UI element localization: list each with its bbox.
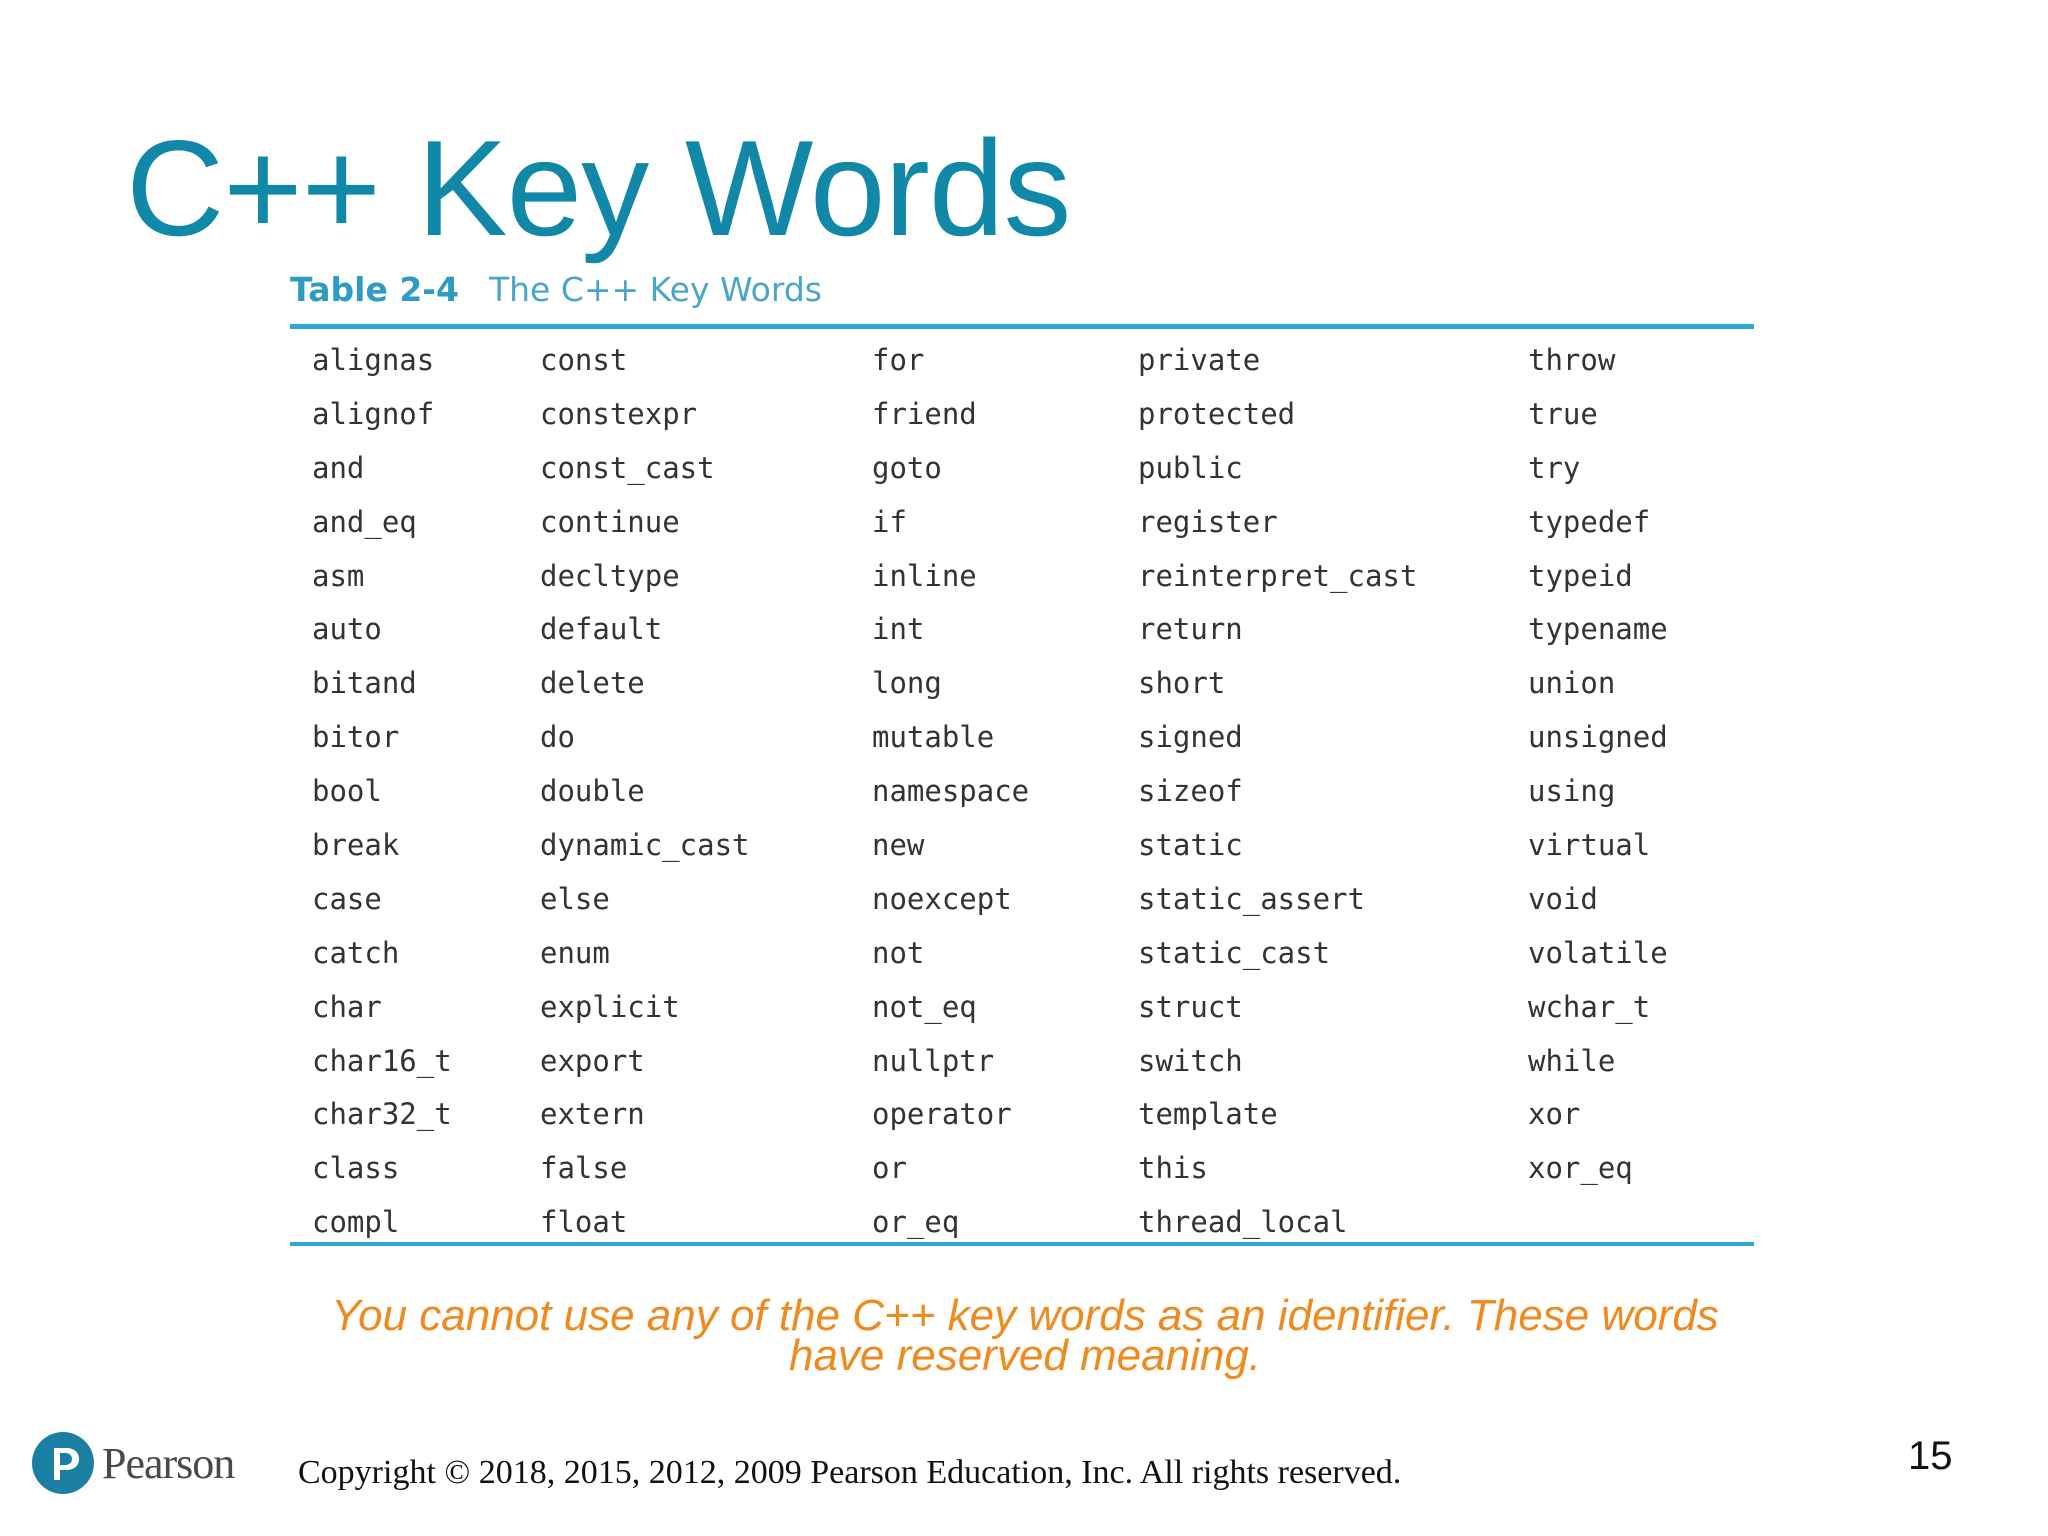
keyword-cell: bitor (312, 720, 400, 755)
keyword-cell: case (312, 881, 382, 916)
keyword-cell: compl (312, 1205, 400, 1240)
table-caption-text: The C++ Key Words (488, 270, 822, 309)
copyright-notice: Copyright © 2018, 2015, 2012, 2009 Pearson Education, Inc. All rights reserved. (298, 1454, 1402, 1491)
keyword-cell: explicit (540, 989, 680, 1024)
keyword-cell: alignof (312, 396, 435, 431)
keyword-cell: and_eq (312, 504, 417, 539)
keyword-cell: throw (1528, 343, 1616, 377)
keyword-cell: default (540, 612, 663, 647)
pearson-p-icon (32, 1432, 94, 1494)
keyword-cell: true (1528, 396, 1598, 431)
keyword-cell: asm (312, 558, 365, 593)
keyword-cell: bitand (312, 666, 417, 701)
keyword-table (312, 338, 1752, 1238)
keyword-cell: not (872, 935, 925, 970)
keyword-column-5 (1528, 338, 1668, 1200)
keyword-cell: nullptr (872, 1043, 995, 1078)
keyword-cell: virtual (1528, 828, 1651, 863)
keyword-cell: float (540, 1205, 628, 1240)
keyword-cell: operator (872, 1097, 1012, 1132)
keyword-column-4 (1138, 338, 1417, 1254)
keyword-cell: char16_t (312, 1043, 452, 1078)
keyword-cell: this (1138, 1151, 1208, 1186)
keyword-cell: public (1138, 450, 1243, 485)
keyword-cell: protected (1138, 396, 1296, 431)
keyword-cell: struct (1138, 989, 1243, 1024)
page-number: 15 (1908, 1434, 1953, 1478)
keyword-cell: mutable (872, 720, 995, 755)
keyword-cell: char (312, 989, 382, 1024)
keyword-cell: if (872, 504, 907, 539)
pearson-wordmark: Pearson (102, 1438, 235, 1488)
keyword-column-3 (872, 338, 1029, 1254)
keyword-cell: delete (540, 666, 645, 701)
slide-title: C++ Key Words (126, 112, 1071, 264)
keyword-cell: private (1138, 343, 1261, 377)
keyword-cell: char32_t (312, 1097, 452, 1132)
keyword-cell: union (1528, 666, 1616, 701)
keyword-cell: switch (1138, 1043, 1243, 1078)
keyword-cell: dynamic_cast (540, 828, 750, 863)
keyword-cell: static_cast (1138, 935, 1331, 970)
keyword-cell: inline (872, 558, 977, 593)
keyword-cell: catch (312, 935, 400, 970)
keyword-cell: while (1528, 1043, 1616, 1078)
keyword-cell: short (1138, 666, 1226, 701)
keyword-cell: or (872, 1151, 907, 1186)
keyword-column-1 (312, 338, 452, 1254)
keyword-cell: export (540, 1043, 645, 1078)
note-line-1: You cannot use any of the C++ key words as an identifier. These words (331, 1291, 1719, 1340)
keyword-cell: and (312, 450, 365, 485)
keyword-cell: reinterpret_cast (1138, 558, 1418, 593)
reserved-words-note (290, 1291, 1760, 1380)
keyword-cell: new (872, 828, 925, 863)
keyword-cell: const (540, 343, 628, 377)
keyword-cell: goto (872, 450, 942, 485)
keyword-cell: or_eq (872, 1205, 960, 1240)
keyword-cell: sizeof (1138, 774, 1243, 809)
keyword-cell: using (1528, 774, 1616, 809)
keyword-column-2 (540, 338, 750, 1254)
keyword-cell: class (312, 1151, 400, 1186)
table-top-rule (290, 324, 1754, 329)
keyword-cell: xor (1528, 1097, 1581, 1132)
keyword-cell: const_cast (540, 450, 715, 485)
keyword-cell: do (540, 720, 575, 755)
keyword-cell: wchar_t (1528, 989, 1651, 1024)
keyword-cell: constexpr (540, 396, 698, 431)
keyword-cell: int (872, 612, 925, 647)
keyword-cell: namespace (872, 774, 1030, 809)
keyword-cell: void (1528, 881, 1598, 916)
keyword-cell: long (872, 666, 942, 701)
note-line-2: have reserved meaning. (788, 1331, 1262, 1380)
pearson-logo (32, 1432, 234, 1494)
keyword-cell: typedef (1528, 504, 1651, 539)
keyword-cell: for (872, 343, 925, 377)
keyword-cell: thread_local (1138, 1205, 1348, 1240)
keyword-cell: friend (872, 396, 977, 431)
keyword-cell: decltype (540, 558, 680, 593)
keyword-cell: typeid (1528, 558, 1633, 593)
keyword-cell: continue (540, 504, 680, 539)
keyword-cell: signed (1138, 720, 1243, 755)
keyword-cell: template (1138, 1097, 1278, 1132)
keyword-cell: else (540, 881, 610, 916)
keyword-cell: volatile (1528, 935, 1668, 970)
keyword-cell: typename (1528, 612, 1668, 647)
keyword-cell: try (1528, 450, 1581, 485)
keyword-cell: double (540, 774, 645, 809)
keyword-cell: static_assert (1138, 881, 1365, 916)
keyword-cell: xor_eq (1528, 1151, 1633, 1186)
keyword-cell: noexcept (872, 881, 1012, 916)
keyword-cell: enum (540, 935, 610, 970)
keyword-cell: extern (540, 1097, 645, 1132)
keyword-cell: bool (312, 774, 382, 809)
table-bottom-rule (290, 1242, 1754, 1246)
keyword-cell: not_eq (872, 989, 977, 1024)
keyword-cell: register (1138, 504, 1278, 539)
keyword-cell: auto (312, 612, 382, 647)
keyword-cell: break (312, 828, 400, 863)
keyword-cell: static (1138, 828, 1243, 863)
table-caption (290, 272, 822, 308)
table-number: Table 2-4 (290, 270, 459, 309)
keyword-cell: false (540, 1151, 628, 1186)
keyword-cell: alignas (312, 343, 435, 377)
keyword-cell: return (1138, 612, 1243, 647)
keyword-cell: unsigned (1528, 720, 1668, 755)
